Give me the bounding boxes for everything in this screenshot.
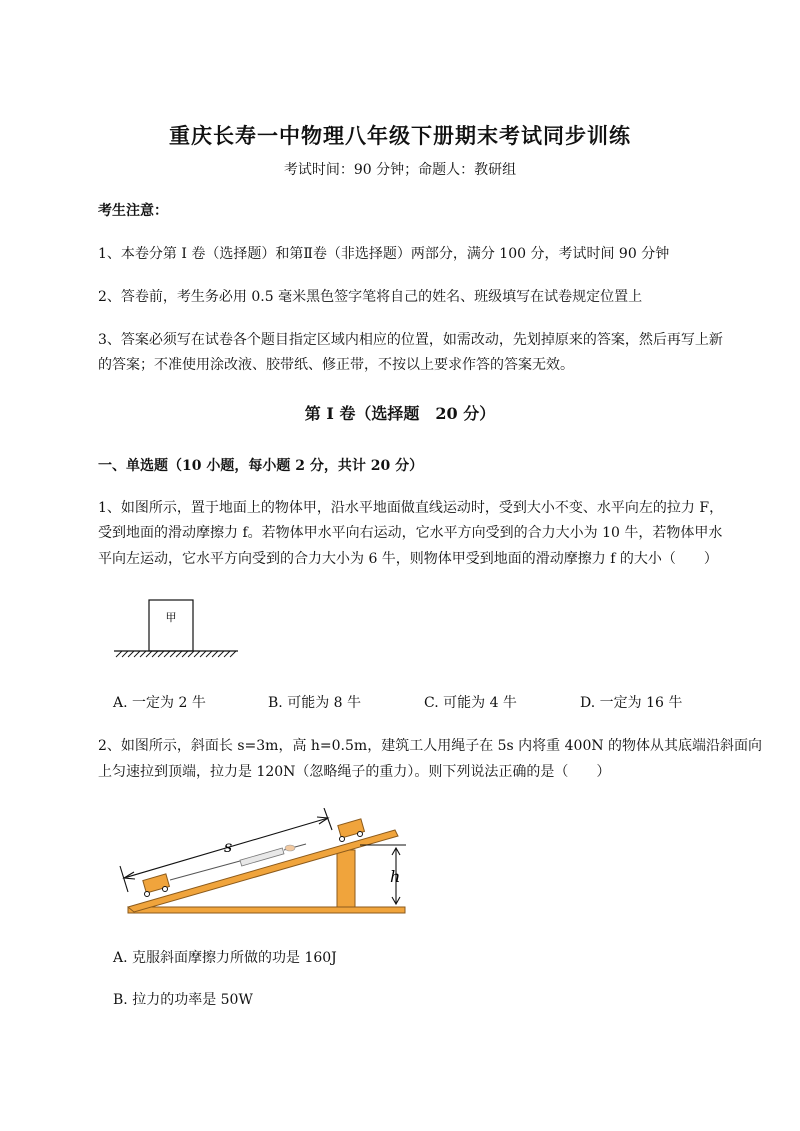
q1-option-b[interactable]: B. 可能为 8 牛	[268, 695, 361, 711]
incline-plank	[128, 830, 401, 912]
notes-heading: 考生注意：	[98, 203, 168, 219]
q1-option-c[interactable]: C. 可能为 4 牛	[424, 695, 517, 711]
q1-text-line: 受到地面的滑动摩擦力 f。若物体甲水平向右运动，它水平方向受到的合力大小为 10 牛，若物体甲水	[98, 525, 723, 541]
block-jia	[149, 600, 193, 651]
s-label: s	[224, 837, 233, 856]
h-label: h	[390, 867, 401, 886]
cart-bottom	[143, 874, 170, 897]
q1-text-line: 1、如图所示，置于地面上的物体甲，沿水平地面做直线运动时，受到大小不变、水平向左的拉力 F，	[98, 500, 724, 516]
q1-option-a[interactable]: A. 一定为 2 牛	[113, 695, 206, 711]
exam-info: 考试时间：90 分钟；命题人：教研组	[283, 162, 517, 178]
block-label: 甲	[165, 611, 177, 624]
q2-option-b[interactable]: B. 拉力的功率是 50W	[113, 992, 253, 1008]
note-item: 1、本卷分第 I 卷（选择题）和第Ⅱ卷（非选择题）两部分，满分 100 分，考试时间 90 分钟	[98, 246, 670, 262]
q2-option-a[interactable]: A. 克服斜面摩擦力所做的功是 160J	[113, 950, 337, 966]
q2-text-line: 上匀速拉到顶端，拉力是 120N（忽略绳子的重力）。则下列说法正确的是（ ）	[98, 764, 611, 780]
page-title: 重庆长寿一中物理八年级下册期末考试同步训练	[169, 123, 631, 148]
note-item: 3、答案必须写在试卷各个题目指定区域内相应的位置，如需改动，先划掉原来的答案，然后再写上新	[98, 332, 723, 348]
q1-figure	[112, 594, 242, 660]
q2-figure	[110, 808, 410, 920]
ground-hatch	[116, 651, 236, 657]
part-heading: 一、单选题（10 小题，每小题 2 分，共计 20 分）	[98, 458, 424, 474]
cart-top	[338, 819, 365, 842]
note-item: 的答案；不准使用涂改液、胶带纸、修正带，不按以上要求作答的答案无效。	[98, 357, 574, 373]
q1-text-line: 平向左运动，它水平方向受到的合力大小为 6 牛，则物体甲受到地面的滑动摩擦力 f 的大小（ ）	[98, 551, 718, 567]
support-post	[337, 850, 355, 907]
q1-option-d[interactable]: D. 一定为 16 牛	[580, 695, 683, 711]
note-item: 2、答卷前，考生务必用 0.5 毫米黑色签字笔将自己的姓名、班级填写在试卷规定位置上	[98, 289, 643, 305]
section-title: 第 I 卷（选择题 20 分）	[304, 404, 496, 423]
ground-plank	[128, 907, 405, 913]
q2-text-line: 2、如图所示，斜面长 s=3m，高 h=0.5m，建筑工人用绳子在 5s 内将重 400N 的物体从其底端沿斜面向	[98, 738, 763, 754]
